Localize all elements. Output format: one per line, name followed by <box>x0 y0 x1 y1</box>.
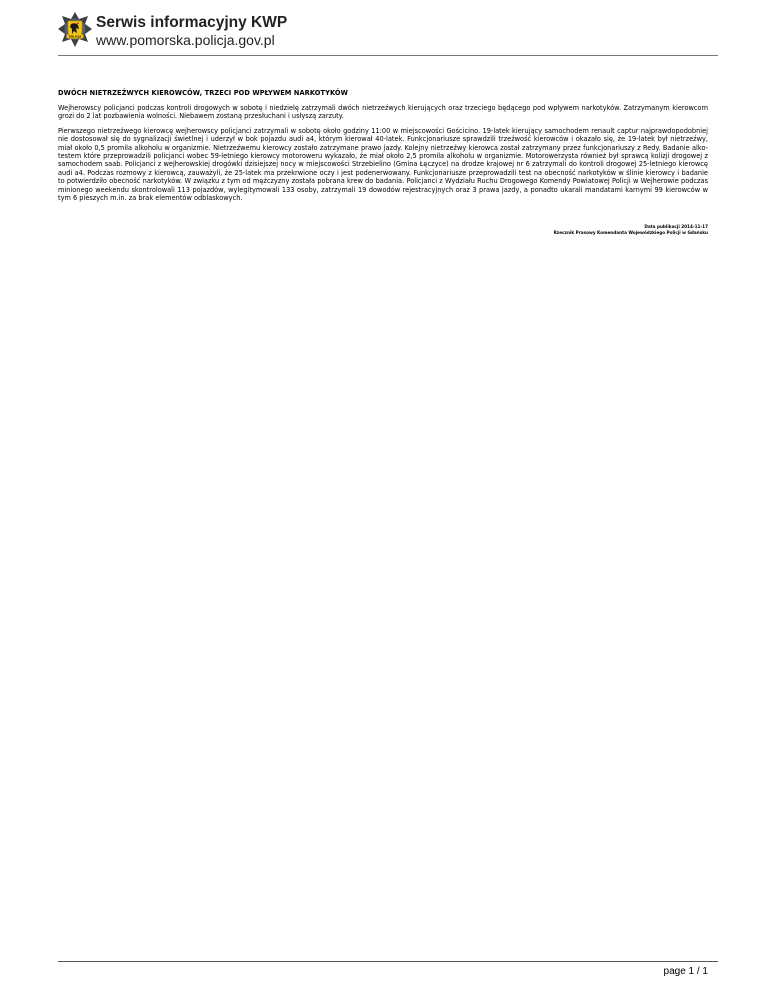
article <box>58 89 708 208</box>
publication-author: Rzecznik Prasowy Komendanta Wojewódzkiego Policji w Gdańsku <box>553 230 708 235</box>
site-title: Serwis informacyjny KWP <box>96 14 288 31</box>
article-lead-paragraph: Wejherowscy policjanci podczas kontroli drogowych w sobotę i niedzielę zatrzymali dwóch nietrzeźwych kierujących oraz trzeciego będącego pod wpływem narkotyków. Zatrzymanym kierowcom grozi do 2 lat pozbawienia wolności. Niebawem zostaną przesłuchani i usłyszą zarzuty. <box>58 104 708 121</box>
site-header <box>58 12 718 56</box>
site-url[interactable]: www.pomorska.policja.gov.pl <box>96 32 275 48</box>
footer-divider <box>58 961 718 962</box>
page-number: page 1 / 1 <box>663 966 708 977</box>
article-title: DWÓCH NIETRZEŹWYCH KIEROWCÓW, TRZECI POD WPŁYWEM NARKOTYKÓW <box>58 89 348 97</box>
badge-text: POLICJA <box>68 34 82 39</box>
publication-meta <box>554 224 708 236</box>
publication-date: Data publikacji 2014-11-17 <box>644 224 708 229</box>
header-divider <box>58 55 718 56</box>
article-body-paragraph: Pierwszego nietrzeźwego kierowcę wejherowscy policjanci zatrzymali w sobotę około godziny 11:00 w miejscowości Gościcino. 19-latek kierujący samochodem renault captur najprawdopodobniej nie dostosował się do sygnalizacji świetlnej i uderzył w bok pojazdu audi a4, którym kierował 40-latek. Funkcjonariusze sprawdzili trzeźwość kierowców i okazało się, że 19-latek był nietrzeźwy, miał około 0,5 promila alkoholu w organizmie. Nietrzeźwemu kierowcy zostało zatrzymane prawo jazdy. Kolejny nietrzeźwy kierowca został zatrzymany przez funkcjonariuszy z Redy. Badanie alko-testem które przeprowadzili policjanci wobec 59-letniego kierowcy motoroweru wykazało, że miał około 2,5 promila alkoholu w organizmie. Motorowerzysta również był sprawcą kolizji drogowej z samochodem saab. Policjanci z wejherowskiej drogówki dzisiejszej nocy w miejscowości Strzebielino (Gmina Łęczyce) na drodze krajowej nr 6 zatrzymali do kontroli drogowej 25-letniego kierowcę audi a4. Podczas rozmowy z kierowcą, zauważyli, że 25-latek ma przekrwione oczy i jest podenerwowany. Funkcjonariusze przeprowadzili test na obecność narkotyków w ślinie kierowcy i badanie to potwierdziło obecność narkotyków. W związku z tym od mężczyzny została pobrana krew do badania. Policjanci z Wydziału Ruchu Drogowego Komendy Powiatowej Policji w Wejherowie podczas minionego weekendu skontrolowali 113 pojazdów, wylegitymowali 133 osoby, zatrzymali 19 dowodów rejestracyjnych oraz 3 prawa jazdy, a ponadto ukarali mandatami karnymi 99 kierowców w tym 6 pieszych m.in. za brak elementów odblaskowych. <box>58 126 708 203</box>
police-badge-icon <box>58 12 92 52</box>
